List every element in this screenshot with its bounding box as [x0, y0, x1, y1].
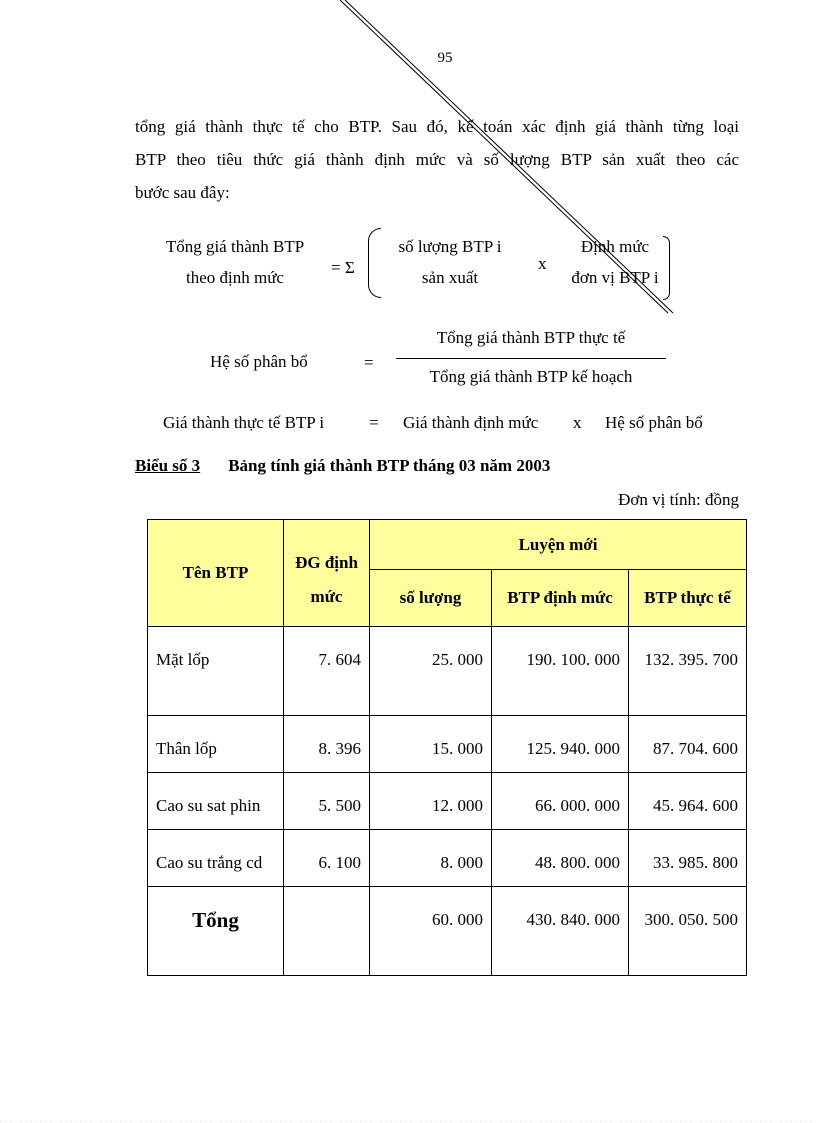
- header-price-line1: ĐG định: [295, 553, 358, 572]
- header-price-line2: mức: [310, 587, 343, 606]
- row-price: 7. 604: [284, 627, 370, 716]
- intro-line-2: BTP theo tiêu thức giá thành định mức và số lượng BTP sản xuất theo các: [135, 150, 739, 169]
- formula1-term1-line2: sản xuất: [421, 268, 479, 287]
- page-number: 95: [437, 50, 453, 66]
- formula2-fraction-bar: [396, 358, 666, 359]
- row-actual: 87. 704. 600: [629, 716, 747, 773]
- unit-label: Đơn vị tính: đồng: [618, 490, 739, 509]
- row-actual: 132. 395. 700: [629, 627, 747, 716]
- row-qty: 8. 000: [370, 830, 492, 887]
- row-std: 125. 940. 000: [492, 716, 629, 773]
- formula3-equals: =: [369, 413, 379, 432]
- header-name: Tên BTP: [148, 520, 284, 627]
- row-actual: 45. 964. 600: [629, 773, 747, 830]
- row-name: Cao su trắng cd: [148, 830, 284, 887]
- row-name: Mặt lốp: [148, 627, 284, 716]
- table-title-label: Biểu số 3: [135, 456, 201, 475]
- formula1-right-bracket: [663, 236, 670, 300]
- row-actual: 33. 985. 800: [629, 830, 747, 887]
- row-qty: 15. 000: [370, 716, 492, 773]
- intro-line-3: bước sau đây:: [135, 183, 230, 202]
- header-qty: số lượng: [370, 570, 492, 627]
- formula1-term2-line1: Định mức: [580, 237, 650, 256]
- row-std: 48. 800. 000: [492, 830, 629, 887]
- table-row: [148, 627, 747, 716]
- formula1-term2-line2: đơn vị BTP i: [571, 268, 659, 287]
- formula3-lhs: Giá thành thực tế BTP i: [163, 413, 325, 432]
- total-price: [284, 887, 370, 976]
- table-title-text: Bảng tính giá thành BTP tháng 03 năm 2003: [228, 456, 551, 475]
- table-total-row: [148, 887, 747, 976]
- table-header-row-1: [148, 520, 747, 570]
- row-price: 6. 100: [284, 830, 370, 887]
- cost-table: [147, 519, 747, 976]
- total-std: 430. 840. 000: [492, 887, 629, 976]
- table-title: [135, 456, 550, 476]
- header-price: [284, 520, 370, 627]
- row-std: 190. 100. 000: [492, 627, 629, 716]
- total-qty: 60. 000: [370, 887, 492, 976]
- formula3-times: x: [573, 413, 582, 432]
- formula1-term1-line1: số lượng BTP i: [398, 237, 502, 256]
- formula2-numerator: Tổng giá thành BTP thực tế: [436, 328, 626, 347]
- total-actual: 300. 050. 500: [629, 887, 747, 976]
- formula2-lhs: Hệ số phân bổ: [210, 352, 308, 371]
- row-price: 5. 500: [284, 773, 370, 830]
- header-actual: BTP thực tế: [629, 570, 747, 627]
- formula1-lhs-line1: Tổng giá thành BTP: [165, 237, 305, 256]
- formula1-equals-sigma: = Σ: [331, 258, 355, 277]
- intro-paragraph: [135, 110, 739, 209]
- formula3-term-a: Giá thành định mức: [403, 413, 539, 432]
- table-row: [148, 773, 747, 830]
- total-name: Tổng: [148, 887, 284, 976]
- formula1-lhs-line2: theo định mức: [186, 268, 284, 287]
- table-row: [148, 830, 747, 887]
- formula2-equals: =: [364, 353, 374, 372]
- header-std: BTP định mức: [492, 570, 629, 627]
- row-std: 66. 000. 000: [492, 773, 629, 830]
- table-row: [148, 716, 747, 773]
- row-name: Thân lốp: [148, 716, 284, 773]
- row-qty: 12. 000: [370, 773, 492, 830]
- row-qty: 25. 000: [370, 627, 492, 716]
- formula1-times: x: [538, 254, 547, 273]
- row-name: Cao su sat phin: [148, 773, 284, 830]
- intro-line-1: tổng giá thành thực tế cho BTP. Sau đó, kế toán xác định giá thành từng loại: [135, 117, 739, 136]
- header-group: Luyện mới: [370, 520, 747, 570]
- formula2-denominator: Tổng giá thành BTP kế hoạch: [429, 367, 633, 386]
- row-price: 8. 396: [284, 716, 370, 773]
- formula3-term-b: Hệ số phân bổ: [605, 413, 703, 432]
